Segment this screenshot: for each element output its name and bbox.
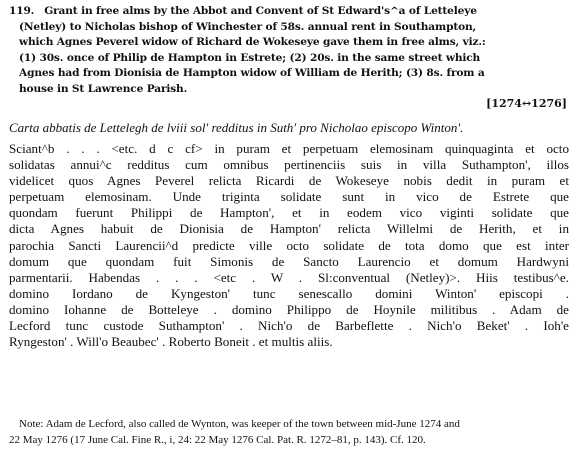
text-line: Ryngeston' . Will'o Beaubec' . Roberto Boneit . et multis aliis. bbox=[9, 334, 333, 350]
heading-line: Agnes had from Dionisia de Hampton widow of William de Herith; (3) 8s. from a bbox=[19, 67, 485, 80]
text-line: domum que quondam fuit Simonis de Sancto Laurencio et domum Hardwyni bbox=[9, 253, 569, 269]
text-line: parmentarii. Habendas . . . <etc . W . Sl:conventual (Netley)>. Hiis testibus^e. bbox=[9, 269, 569, 285]
charter-title: Carta abbatis de Lettelegh de lviii sol' redditus in Suth' pro Nicholao episcopo Winton'. bbox=[9, 120, 464, 135]
text-line: solidatas annui^c redditus cum omnibus pertinenciis suis in villa Suthampton', illos bbox=[9, 157, 569, 173]
note-line: Note: Adam de Lecford, also called de Wynton, was keeper of the town between mid-June 1274 and bbox=[19, 418, 460, 430]
text-line: videlicet quos Agnes Peverel relicta Ricardi de Wokeseye nobis dedit in puram et bbox=[9, 173, 569, 189]
heading-line: house in St Lawrence Parish. bbox=[19, 82, 188, 95]
latin-text bbox=[9, 141, 569, 350]
text-line: Sciant^b . . . <etc. d c cf> in puram et perpetuam elemosinam quinquaginta et octo bbox=[9, 141, 569, 156]
heading-line: (Netley) to Nicholas bishop of Winchester of 58s. annual rent in Southampton, bbox=[19, 20, 477, 33]
text-line: parochia Sancti Laurencii^d predicte ville octo solidate de tota domo que est inter bbox=[9, 237, 569, 253]
heading-line: (1) 30s. once of Philip de Hampton in Estrete; (2) 20s. in the same street which bbox=[19, 51, 481, 64]
entry-heading bbox=[9, 4, 565, 98]
entry-number: 119. bbox=[9, 5, 35, 17]
note-line: 22 May 1276 (17 June Cal. Fine R., i, 24: 22 May 1276 Cal. Pat. R. 1272–81, p. 143). Cf. 120. bbox=[9, 434, 426, 446]
text-line: domino Iordano de Kyngeston' tunc senescallo domini Winton' episcopi . bbox=[9, 285, 569, 301]
text-line: Lecford tunc custode Suthampton' . Nich'o de Barbeflette . Nich'o Beket' . Ioh'e bbox=[9, 318, 569, 334]
text-line: domino Iohanne de Botteleye . domino Philippo de Hoynile militibus . Adam de bbox=[9, 301, 569, 317]
entry-date: [1274↔1276] bbox=[486, 97, 567, 110]
text-line: perpetuam elemosinam. Unde triginta solidate sunt in vico de Estrete que bbox=[9, 189, 569, 205]
heading-line bbox=[9, 4, 565, 20]
text-line: quondam fuerunt Philippi de Hampton', et in eodem vico viginti solidate que bbox=[9, 205, 569, 221]
heading-line-text: Grant in free alms by the Abbot and Convent of St Edward's^a of Letteleye bbox=[44, 5, 477, 17]
editorial-note bbox=[9, 416, 569, 448]
heading-line: which Agnes Peverel widow of Richard de Wokeseye gave them in free alms, viz.: bbox=[19, 36, 486, 49]
text-line: dicta Agnes habuit de Dionisia de Hampton' relicta Willelmi de Herith, et in bbox=[9, 221, 569, 237]
